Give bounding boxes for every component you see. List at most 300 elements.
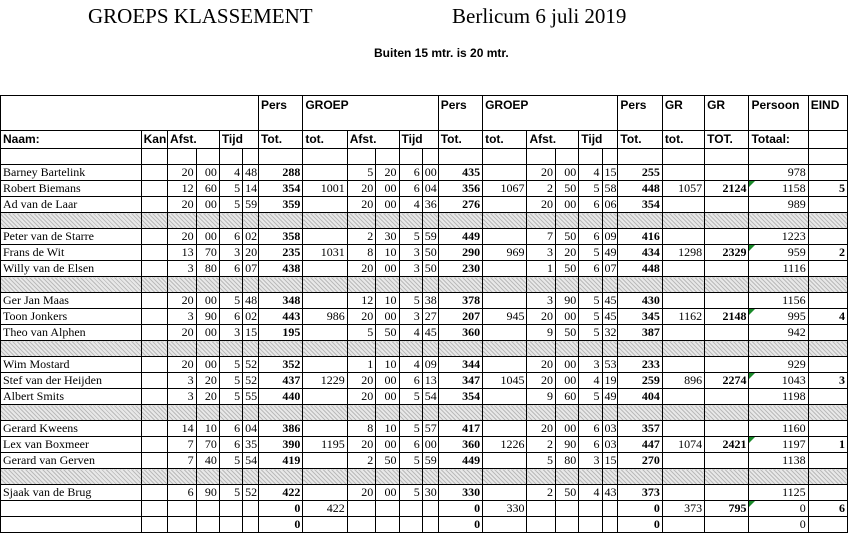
table-cell	[303, 421, 347, 437]
table-cell	[303, 213, 347, 229]
table-cell	[483, 165, 527, 181]
table-cell: 1298	[662, 245, 704, 261]
table-cell: 0	[618, 501, 662, 517]
table-cell	[141, 309, 167, 325]
table-cell: 3	[399, 245, 422, 261]
table-cell: 290	[438, 245, 482, 261]
table-cell: 6	[219, 229, 242, 245]
table-cell: 1138	[749, 453, 808, 469]
table-cell	[808, 293, 847, 309]
table-cell	[347, 501, 376, 517]
table-cell	[705, 149, 749, 165]
table-cell	[422, 277, 438, 293]
table-cell	[618, 341, 662, 357]
table-cell: 2	[527, 437, 556, 453]
header-cell: Naam:	[1, 131, 142, 149]
table-cell: 288	[258, 165, 302, 181]
table-cell: 360	[438, 325, 482, 341]
table-cell	[438, 277, 482, 293]
table-cell: 422	[303, 501, 347, 517]
table-cell	[422, 341, 438, 357]
table-cell	[422, 501, 438, 517]
table-cell: 1195	[303, 437, 347, 453]
table-cell: 50	[376, 325, 399, 341]
table-cell: 10	[376, 421, 399, 437]
table-cell: 207	[438, 309, 482, 325]
table-cell: 19	[602, 373, 618, 389]
table-cell: 896	[662, 373, 704, 389]
table-cell	[749, 149, 808, 165]
table-cell: 45	[422, 325, 438, 341]
table-cell: 6	[219, 421, 242, 437]
table-cell	[196, 341, 219, 357]
table-cell	[303, 261, 347, 277]
table-cell	[808, 261, 847, 277]
table-cell: 0	[749, 517, 808, 533]
table-cell: 5	[579, 309, 602, 325]
name-cell: Ad van de Laar	[1, 197, 142, 213]
table-cell	[168, 341, 197, 357]
table-cell: 00	[422, 165, 438, 181]
table-cell: 58	[602, 181, 618, 197]
table-cell	[483, 469, 527, 485]
header-row	[1, 96, 848, 131]
table-cell	[303, 229, 347, 245]
header-cell: Pers	[438, 96, 482, 131]
table-cell	[705, 293, 749, 309]
table-cell: 00	[376, 389, 399, 405]
table-cell: 80	[196, 261, 219, 277]
table-cell	[483, 293, 527, 309]
table-cell	[483, 485, 527, 501]
table-cell	[1, 149, 142, 165]
name-cell: Barney Bartelink	[1, 165, 142, 181]
table-cell	[527, 149, 556, 165]
name-cell: Robert Biemans	[1, 181, 142, 197]
table-cell: 330	[483, 501, 527, 517]
table-cell: 235	[258, 245, 302, 261]
table-cell: 3	[399, 261, 422, 277]
header-cell: Afst.	[168, 131, 220, 149]
table-cell	[808, 213, 847, 229]
table-cell	[303, 485, 347, 501]
table-row	[1, 517, 848, 533]
table-cell	[579, 517, 602, 533]
table-cell	[141, 181, 167, 197]
table-cell: 6	[399, 165, 422, 181]
table-cell: 20	[347, 197, 376, 213]
table-cell	[196, 213, 219, 229]
table-cell	[602, 405, 618, 421]
table-cell: 07	[243, 261, 259, 277]
table-cell: 230	[438, 261, 482, 277]
table-cell: 20	[347, 261, 376, 277]
table-cell: 5	[399, 389, 422, 405]
table-cell	[483, 325, 527, 341]
table-cell	[376, 517, 399, 533]
table-cell	[527, 517, 556, 533]
table-cell	[705, 325, 749, 341]
table-cell: 10	[196, 421, 219, 437]
table-cell: 449	[438, 229, 482, 245]
table-cell: 1057	[662, 181, 704, 197]
separator-row	[1, 469, 848, 485]
table-cell: 2421	[705, 437, 749, 453]
table-cell	[243, 149, 259, 165]
table-cell: 0	[258, 517, 302, 533]
report-title: GROEPS KLASSEMENT	[88, 4, 313, 28]
table-cell: 0	[438, 501, 482, 517]
table-cell: 20	[527, 357, 556, 373]
table-cell: 49	[602, 245, 618, 261]
table-cell	[808, 277, 847, 293]
table-cell	[303, 293, 347, 309]
table-cell	[556, 213, 579, 229]
table-cell: 90	[556, 437, 579, 453]
table-cell	[705, 277, 749, 293]
table-row	[1, 389, 848, 405]
table-row	[1, 421, 848, 437]
table-cell: 1031	[303, 245, 347, 261]
table-cell	[556, 149, 579, 165]
table-cell	[662, 197, 704, 213]
table-cell	[168, 149, 197, 165]
table-cell	[483, 389, 527, 405]
table-cell: 1197	[749, 437, 808, 453]
table-cell: 1198	[749, 389, 808, 405]
table-cell	[483, 421, 527, 437]
table-cell	[303, 453, 347, 469]
table-cell: 5	[579, 293, 602, 309]
name-cell: Lex van Boxmeer	[1, 437, 142, 453]
table-cell	[438, 469, 482, 485]
table-cell	[618, 277, 662, 293]
table-cell	[399, 501, 422, 517]
table-cell: 437	[258, 373, 302, 389]
table-cell: 4	[399, 197, 422, 213]
table-cell: 13	[168, 245, 197, 261]
table-cell: 27	[422, 309, 438, 325]
table-cell: 1158	[749, 181, 808, 197]
table-cell	[303, 197, 347, 213]
table-cell	[749, 405, 808, 421]
table-cell: 447	[618, 437, 662, 453]
table-cell	[483, 341, 527, 357]
table-cell: 20	[376, 165, 399, 181]
table-cell	[483, 517, 527, 533]
table-cell	[579, 277, 602, 293]
table-cell: 00	[196, 325, 219, 341]
header-cell: Pers	[258, 96, 302, 131]
table-cell	[168, 277, 197, 293]
table-cell	[662, 341, 704, 357]
table-cell: 422	[258, 485, 302, 501]
table-cell	[168, 213, 197, 229]
table-cell: 00	[196, 229, 219, 245]
table-cell	[556, 501, 579, 517]
table-cell: 2	[527, 181, 556, 197]
table-cell	[556, 517, 579, 533]
table-cell: 795	[705, 501, 749, 517]
table-cell	[141, 197, 167, 213]
table-cell: 2	[527, 485, 556, 501]
table-cell	[399, 517, 422, 533]
table-cell: 5	[527, 453, 556, 469]
name-cell: Frans de Wit	[1, 245, 142, 261]
table-cell: 20	[168, 357, 197, 373]
header-cell: GROEP	[483, 96, 618, 131]
separator-row	[1, 405, 848, 421]
table-cell: 7	[168, 453, 197, 469]
table-cell: 387	[618, 325, 662, 341]
table-cell	[808, 453, 847, 469]
table-cell: 6	[399, 437, 422, 453]
table-cell: 1074	[662, 437, 704, 453]
table-cell: 57	[422, 421, 438, 437]
table-cell: 30	[376, 229, 399, 245]
table-cell: 4	[219, 165, 242, 181]
table-cell	[399, 405, 422, 421]
table-cell	[662, 405, 704, 421]
table-row	[1, 245, 848, 261]
table-cell	[243, 213, 259, 229]
table-cell	[602, 213, 618, 229]
table-cell	[602, 149, 618, 165]
table-cell	[196, 405, 219, 421]
table-cell: 6	[399, 373, 422, 389]
table-cell: 8	[347, 245, 376, 261]
table-cell: 03	[602, 437, 618, 453]
table-cell	[243, 277, 259, 293]
table-cell: 373	[618, 485, 662, 501]
table-cell: 5	[579, 389, 602, 405]
table-cell: 9	[527, 389, 556, 405]
separator-row	[1, 277, 848, 293]
table-cell	[438, 405, 482, 421]
table-cell	[579, 501, 602, 517]
table-cell: 45	[602, 309, 618, 325]
table-cell	[808, 405, 847, 421]
table-cell	[483, 277, 527, 293]
table-cell	[808, 229, 847, 245]
table-cell: 00	[196, 165, 219, 181]
table-cell: 1	[527, 261, 556, 277]
table-cell: 347	[438, 373, 482, 389]
table-cell	[808, 469, 847, 485]
table-cell: 1229	[303, 373, 347, 389]
table-cell: 942	[749, 325, 808, 341]
table-cell	[258, 149, 302, 165]
table-cell: 00	[196, 197, 219, 213]
table-cell: 255	[618, 165, 662, 181]
table-cell	[618, 469, 662, 485]
table-cell: 48	[243, 293, 259, 309]
table-cell	[303, 325, 347, 341]
table-cell: 386	[258, 421, 302, 437]
table-cell	[141, 437, 167, 453]
table-cell: 360	[438, 437, 482, 453]
table-cell	[303, 357, 347, 373]
table-cell	[662, 485, 704, 501]
table-cell: 352	[258, 357, 302, 373]
table-cell	[141, 357, 167, 373]
ranking-table	[0, 95, 848, 533]
table-cell: 12	[347, 293, 376, 309]
table-cell	[579, 213, 602, 229]
table-cell	[705, 213, 749, 229]
table-cell	[662, 149, 704, 165]
table-cell: 0	[438, 517, 482, 533]
table-cell	[196, 501, 219, 517]
table-body	[1, 96, 848, 533]
table-row	[1, 453, 848, 469]
table-cell	[422, 213, 438, 229]
table-cell: 12	[168, 181, 197, 197]
table-cell: 6	[168, 485, 197, 501]
table-cell: 4	[579, 485, 602, 501]
table-cell	[705, 197, 749, 213]
table-cell: 448	[618, 261, 662, 277]
table-cell: 929	[749, 357, 808, 373]
name-cell: Toon Jonkers	[1, 309, 142, 325]
header-row	[1, 131, 848, 149]
table-row	[1, 485, 848, 501]
table-cell	[258, 213, 302, 229]
table-cell	[808, 341, 847, 357]
table-cell: 440	[258, 389, 302, 405]
table-cell	[141, 389, 167, 405]
table-cell: 00	[376, 181, 399, 197]
table-cell: 00	[556, 309, 579, 325]
table-cell: 6	[579, 197, 602, 213]
table-cell	[141, 325, 167, 341]
table-cell: 354	[438, 389, 482, 405]
table-cell	[705, 485, 749, 501]
table-cell	[662, 517, 704, 533]
table-cell: 20	[347, 485, 376, 501]
table-cell	[1, 277, 142, 293]
table-cell	[303, 165, 347, 181]
table-cell: 995	[749, 309, 808, 325]
table-cell	[141, 229, 167, 245]
table-cell: 330	[438, 485, 482, 501]
table-cell	[527, 501, 556, 517]
table-cell	[196, 149, 219, 165]
table-cell: 416	[618, 229, 662, 245]
table-cell: 07	[602, 261, 618, 277]
table-cell	[258, 469, 302, 485]
table-cell	[303, 149, 347, 165]
table-cell: 00	[556, 421, 579, 437]
table-cell: 20	[556, 245, 579, 261]
table-cell	[168, 517, 197, 533]
table-cell: 270	[618, 453, 662, 469]
table-cell: 5	[219, 389, 242, 405]
table-cell: 1116	[749, 261, 808, 277]
table-cell: 36	[422, 197, 438, 213]
table-cell	[556, 277, 579, 293]
table-cell: 6	[579, 437, 602, 453]
blank-row	[1, 149, 848, 165]
table-cell	[141, 213, 167, 229]
table-cell: 15	[602, 165, 618, 181]
table-cell: 354	[618, 197, 662, 213]
table-cell: 5	[219, 485, 242, 501]
table-row	[1, 261, 848, 277]
table-cell	[602, 341, 618, 357]
table-cell: 20	[347, 437, 376, 453]
table-cell: 00	[556, 373, 579, 389]
name-cell: Albert Smits	[1, 389, 142, 405]
header-cell: tot.	[662, 131, 704, 149]
table-cell: 7	[527, 229, 556, 245]
table-cell	[438, 149, 482, 165]
table-cell	[705, 229, 749, 245]
table-cell: 10	[376, 245, 399, 261]
header-cell: GR	[705, 96, 749, 131]
table-cell	[303, 517, 347, 533]
table-row	[1, 373, 848, 389]
table-cell	[662, 389, 704, 405]
name-cell: Ger Jan Maas	[1, 293, 142, 309]
table-cell	[662, 277, 704, 293]
table-row	[1, 437, 848, 453]
header-cell: Pers	[618, 96, 662, 131]
table-cell: 14	[168, 421, 197, 437]
table-cell	[376, 469, 399, 485]
table-cell: 20	[168, 165, 197, 181]
table-cell: 20	[196, 389, 219, 405]
table-cell	[483, 405, 527, 421]
table-cell	[556, 469, 579, 485]
table-cell	[219, 501, 242, 517]
table-cell: 5	[399, 421, 422, 437]
table-cell	[141, 165, 167, 181]
table-cell	[347, 405, 376, 421]
table-cell: 417	[438, 421, 482, 437]
table-cell: 54	[243, 453, 259, 469]
table-cell	[808, 325, 847, 341]
table-cell: 4	[579, 373, 602, 389]
table-cell	[808, 165, 847, 181]
place-date: Berlicum 6 juli 2019	[452, 4, 627, 28]
table-cell: 276	[438, 197, 482, 213]
table-cell: 195	[258, 325, 302, 341]
table-cell	[483, 357, 527, 373]
table-row	[1, 293, 848, 309]
header-cell: GROEP	[303, 96, 438, 131]
table-cell	[196, 277, 219, 293]
table-cell: 2	[808, 245, 847, 261]
name-cell: Theo van Alphen	[1, 325, 142, 341]
table-cell: 00	[376, 309, 399, 325]
table-cell: 3	[219, 245, 242, 261]
table-cell	[141, 421, 167, 437]
table-row	[1, 501, 848, 517]
table-cell	[662, 165, 704, 181]
table-cell: 60	[556, 389, 579, 405]
table-cell: 3	[527, 293, 556, 309]
table-cell	[258, 341, 302, 357]
table-cell: 50	[422, 245, 438, 261]
table-row	[1, 325, 848, 341]
table-cell: 2124	[705, 181, 749, 197]
table-cell	[483, 453, 527, 469]
table-cell: 00	[376, 437, 399, 453]
table-cell	[219, 341, 242, 357]
table-cell	[438, 341, 482, 357]
table-cell	[662, 229, 704, 245]
